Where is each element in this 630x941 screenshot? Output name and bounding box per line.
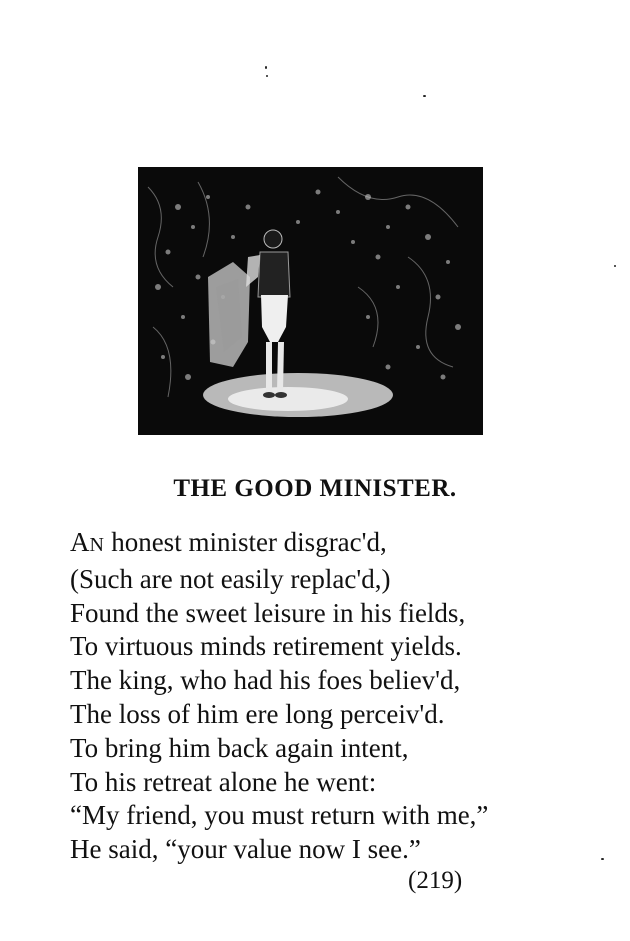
poem-line: To bring him back again intent, — [70, 732, 409, 763]
forest-figure-engraving — [138, 167, 483, 435]
poem-line: (Such are not easily replac'd,) — [70, 563, 391, 594]
poem-line: To virtuous minds retirement yields. — [70, 631, 462, 662]
poem-line — [70, 526, 590, 563]
print-speck — [423, 95, 426, 97]
poem-title: THE GOOD MINISTER. — [173, 475, 457, 502]
poem-line: The loss of him ere long perceiv'd. — [70, 698, 445, 729]
small-capitals: N — [89, 534, 105, 556]
page-number: (219) — [408, 867, 463, 894]
poem-line: “My friend, you must return with me,” — [70, 800, 489, 831]
print-speck — [614, 265, 616, 267]
print-speck — [265, 66, 267, 69]
poem-body — [70, 526, 590, 867]
poem-line: To his retreat alone he went: — [70, 766, 377, 797]
drop-capital: A — [70, 527, 90, 557]
first-line-text: honest minister disgrac'd, — [104, 527, 387, 557]
poem-line: Found the sweet leisure in his fields, — [70, 597, 466, 628]
engraving-illustration — [138, 167, 483, 435]
poem-line: The king, who had his foes believ'd, — [70, 665, 461, 696]
print-speck — [601, 858, 604, 860]
poem-line: He said, “your value now I see.” — [70, 834, 421, 865]
print-speck — [266, 75, 268, 77]
